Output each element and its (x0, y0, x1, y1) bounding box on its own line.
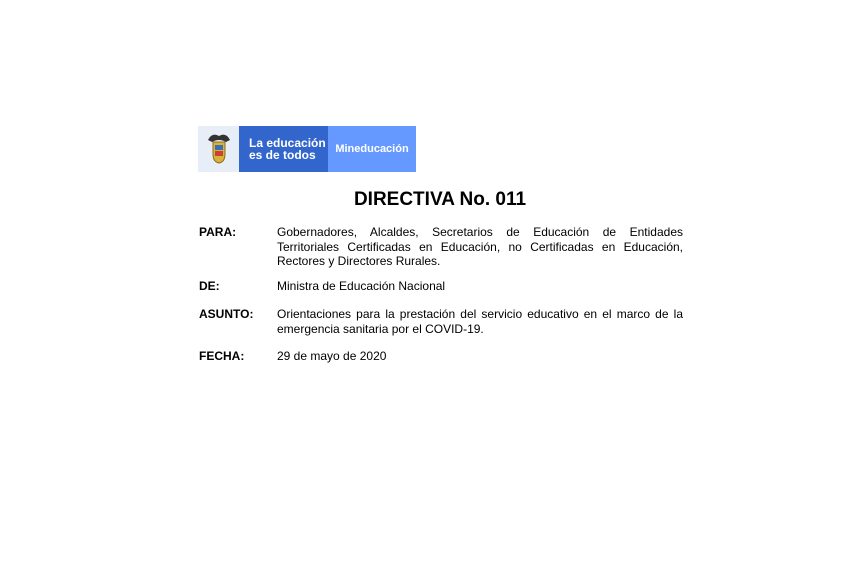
field-label: DE: (199, 279, 220, 293)
mineducacion-logo (198, 126, 416, 172)
slogan (239, 126, 328, 172)
field-para (199, 225, 683, 269)
field-fecha (199, 349, 683, 364)
slogan-line-2: es de todos (249, 148, 316, 162)
slogan-line-1: La educación (249, 136, 326, 150)
field-de (199, 279, 683, 294)
ministry-name: Mineducación (328, 126, 416, 172)
field-label: FECHA: (199, 349, 245, 363)
document-title: DIRECTIVA No. 011 (353, 189, 527, 210)
field-value: Orientaciones para la prestación del servicio educativo en el marco de la emergencia sanitaria por el COVID-19. (277, 307, 683, 336)
coat-of-arms-icon (198, 126, 239, 172)
field-value: 29 de mayo de 2020 (277, 349, 387, 363)
field-asunto (199, 307, 683, 336)
field-value: Gobernadores, Alcaldes, Secretarios de Educación de Entidades Territoriales Certificadas en Educación, no Certificadas en Educación, Rectores y Directores Rurales. (277, 225, 683, 268)
field-label: ASUNTO: (199, 307, 254, 321)
field-value: Ministra de Educación Nacional (277, 279, 446, 293)
field-label: PARA: (199, 225, 237, 239)
